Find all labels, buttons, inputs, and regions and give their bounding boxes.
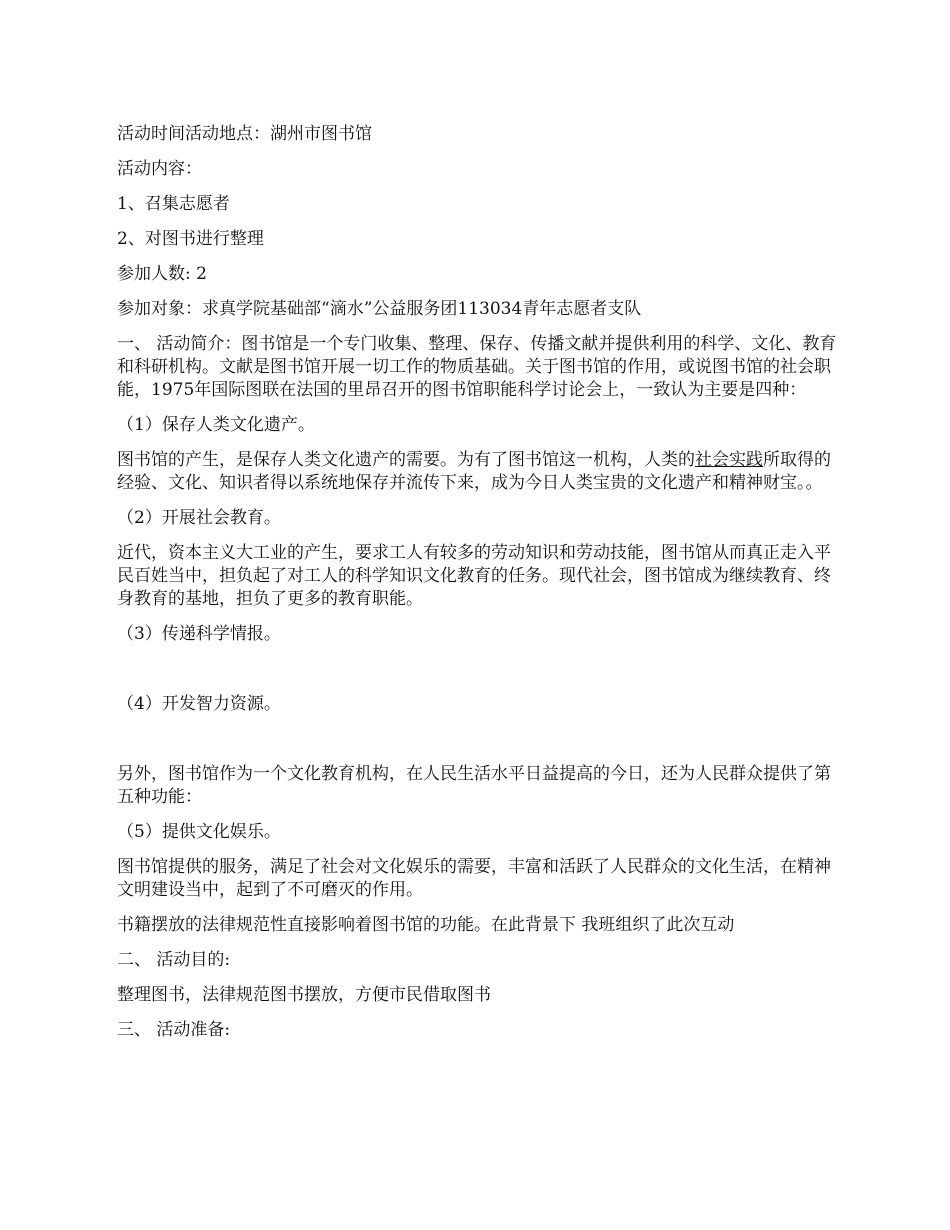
function-1-text-a: 图书馆的产生，是保存人类文化遗产的需要。为有了图书馆这一机构，人类的 bbox=[117, 450, 695, 470]
function-1-title: （1）保存人类文化遗产。 bbox=[117, 415, 315, 435]
participants-count: 参加人数: 2 bbox=[117, 264, 207, 284]
document-body bbox=[117, 123, 841, 1054]
time-place-line: 活动时间活动地点：湖州市图书馆 bbox=[117, 124, 372, 144]
list-item: 2、对图书进行整理 bbox=[117, 229, 264, 249]
function-2-paragraph: 近代，资本主义大工业的产生，要求工人有较多的劳动知识和劳动技能，图书馆从而真正走入平民百姓当中，担负起了对工人的科学知识文化教育的任务。现代社会，图书馆成为继续教育、终身教育的基地，担负了更多的教育职能。 bbox=[117, 543, 831, 609]
fifth-function-intro: 另外，图书馆作为一个文化教育机构，在人民生活水平日益提高的今日，还为人民群众提供了第五种功能： bbox=[117, 764, 831, 807]
content-heading: 活动内容： bbox=[117, 159, 202, 179]
function-2-title: （2）开展社会教育。 bbox=[117, 508, 281, 528]
function-1-text-b: 所取得的经验、文化、知识者得以系统地保存并流传下来，成为今日人类宝贵的文化遗产和精神财宝。。 bbox=[117, 450, 831, 493]
function-3-title: （3）传递科学情报。 bbox=[117, 624, 281, 644]
function-5-paragraph: 图书馆提供的服务，满足了社会对文化娱乐的需要，丰富和活跃了人民群众的文化生活，在精神文明建设当中，起到了不可磨灭的作用。 bbox=[117, 857, 831, 900]
prep-heading: 三、 活动准备: bbox=[117, 1020, 231, 1040]
goal-heading: 二、 活动目的: bbox=[117, 950, 231, 970]
list-item: 1、召集志愿者 bbox=[117, 194, 230, 214]
function-4-title: （4）开发智力资源。 bbox=[117, 694, 281, 714]
intro-paragraph: 一、 活动简介：图书馆是一个专门收集、整理、保存、传播文献并提供利用的科学、文化、教育和科研机构。文献是图书馆开展一切工作的物质基础。关于图书馆的作用，或说图书馆的社会职能，1975年国际图联在法国的里昂召开的图书馆职能科学讨论会上，一致认为主要是四种： bbox=[117, 334, 837, 400]
social-practice-link[interactable]: 社会实践 bbox=[695, 450, 763, 470]
function-5-title: （5）提供文化娱乐。 bbox=[117, 822, 281, 842]
participants-line: 参加对象：求真学院基础部“滴水”公益服务团113034青年志愿者支队 bbox=[117, 299, 642, 319]
function-1-paragraph bbox=[117, 449, 841, 495]
goal-text: 整理图书，法律规范图书摆放，方便市民借取图书 bbox=[117, 985, 491, 1005]
background-paragraph: 书籍摆放的法律规范性直接影响着图书馆的功能。在此背景下 我班组织了此次互动 bbox=[117, 915, 735, 935]
